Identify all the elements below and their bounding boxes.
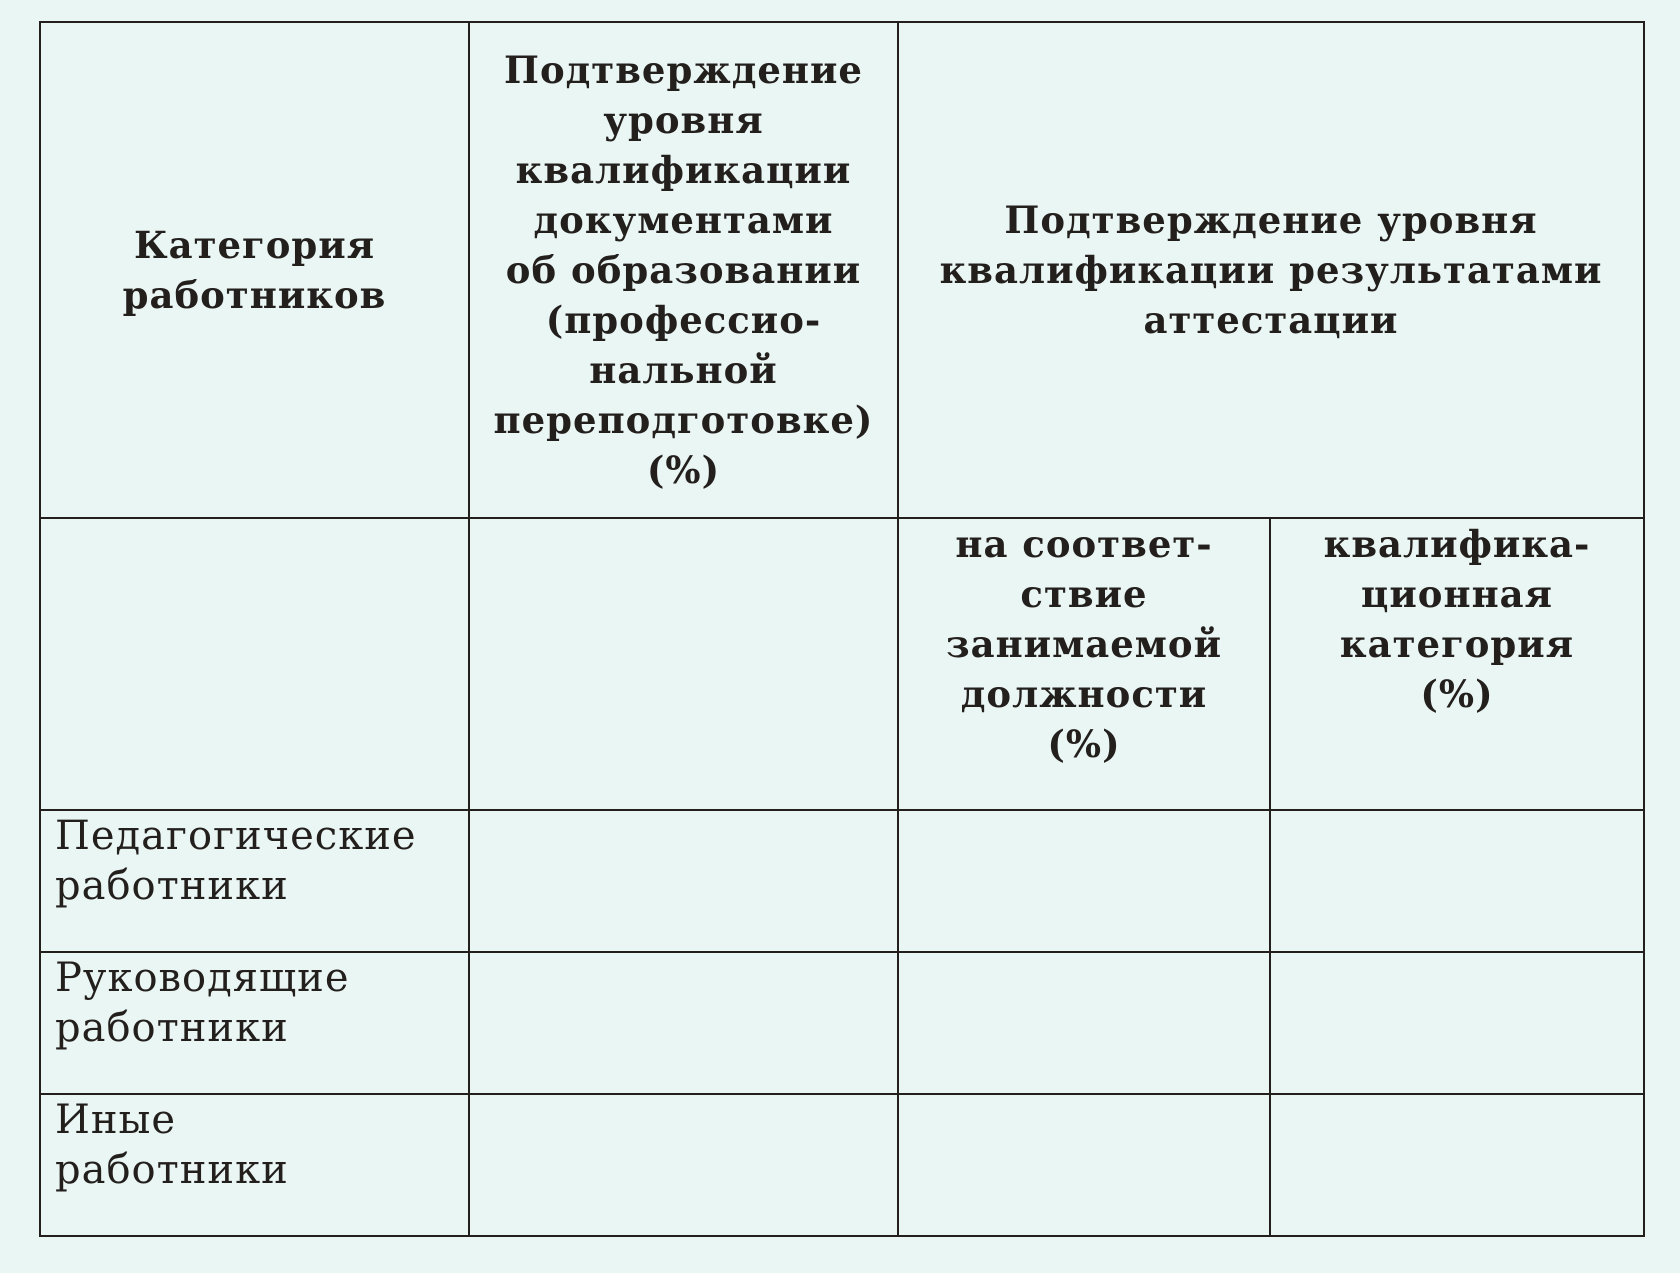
- data-cell: [469, 810, 898, 952]
- row-label: Педагогические работники: [55, 813, 417, 909]
- data-cell: [1270, 810, 1644, 952]
- header-documents: Подтверждение уровня квалификации документами об образовании (профессио- нальной переподготовке) (%): [493, 48, 874, 492]
- subheader-position-cell: [898, 518, 1270, 810]
- row-label-cell: [40, 952, 469, 1094]
- data-cell: [898, 1094, 1270, 1236]
- table-row: [40, 952, 1644, 1094]
- row-label-cell: [40, 810, 469, 952]
- subheader-empty-cell: [40, 518, 469, 810]
- row-label: Иные работники: [55, 1097, 289, 1193]
- subheader-row: [40, 518, 1644, 810]
- table-row: [40, 810, 1644, 952]
- data-cell: [469, 1094, 898, 1236]
- table-row: [40, 1094, 1644, 1236]
- data-cell: [898, 810, 1270, 952]
- header-category-cell: [40, 22, 469, 518]
- subheader-category: квалифика- ционная категория (%): [1323, 522, 1591, 716]
- header-attestation: Подтверждение уровня квалификации результатами аттестации: [939, 198, 1603, 342]
- row-label-cell: [40, 1094, 469, 1236]
- row-label: Руководящие работники: [55, 955, 350, 1051]
- subheader-empty-cell: [469, 518, 898, 810]
- header-row: [40, 22, 1644, 518]
- data-cell: [1270, 952, 1644, 1094]
- data-cell: [898, 952, 1270, 1094]
- data-cell: [469, 952, 898, 1094]
- header-attestation-cell: [898, 22, 1644, 518]
- subheader-category-cell: [1270, 518, 1644, 810]
- header-category: Категория работников: [122, 223, 387, 317]
- header-documents-cell: [469, 22, 898, 518]
- data-cell: [1270, 1094, 1644, 1236]
- subheader-position: на соответ- ствие занимаемой должности (%): [945, 522, 1223, 766]
- qualification-table: [39, 21, 1645, 1237]
